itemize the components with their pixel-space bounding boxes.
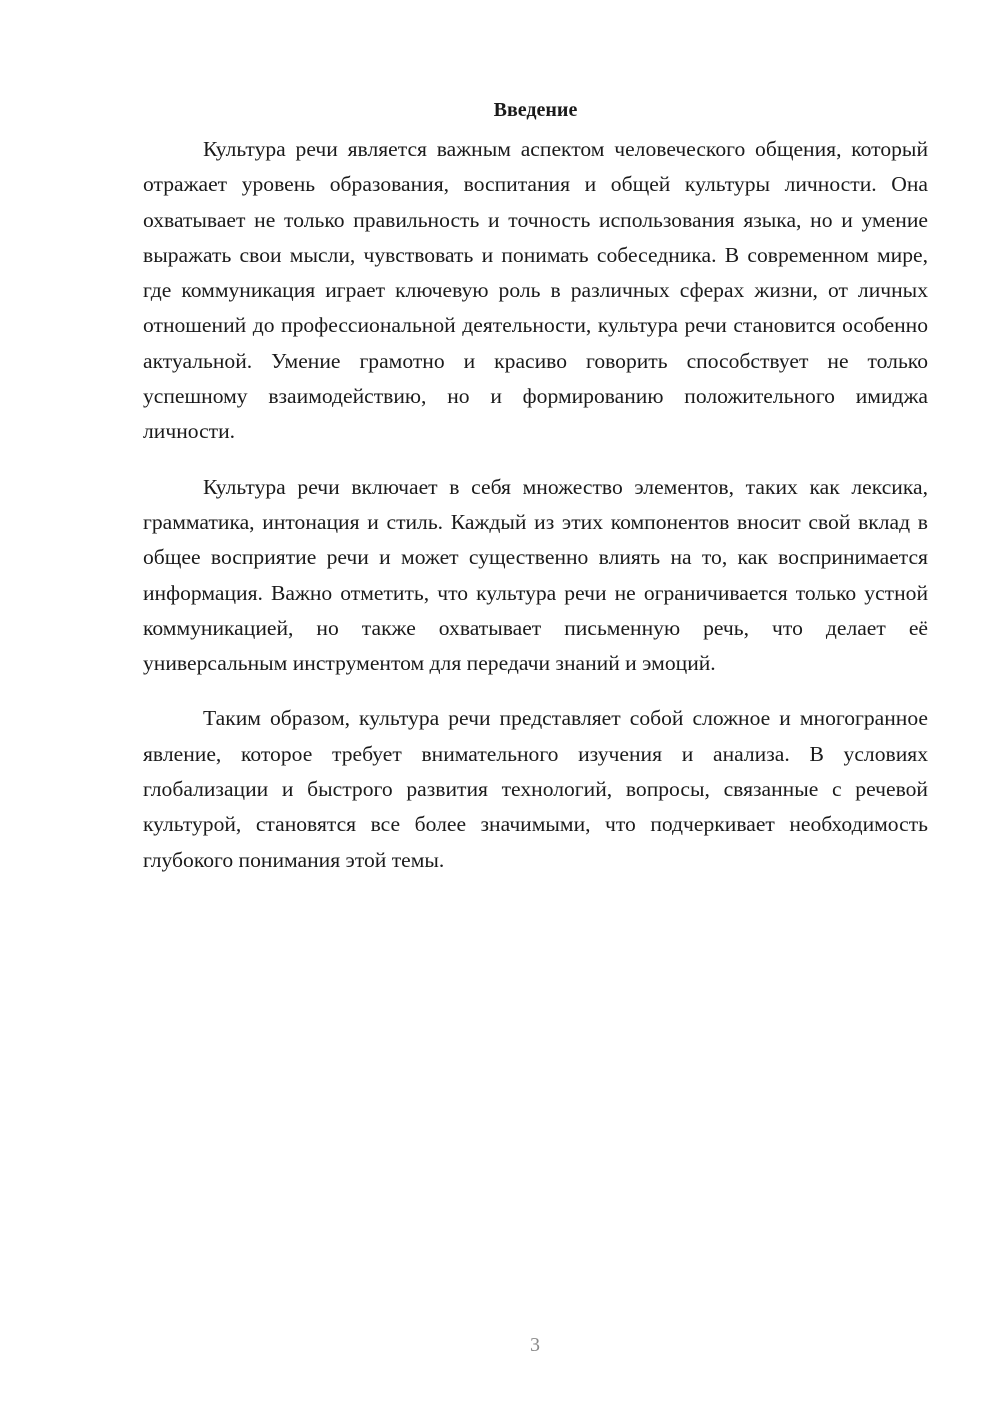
paragraph-1: Культура речи является важным аспектом человеческого общения, который отражает уровень образования, воспитания и общей культуры личности. Она охватывает не только правильность и точность использования языка, но и умение выражать свои мысли, чувствовать и понимать собеседника. В современном мире, где коммуникация играет ключевую роль в различных сферах жизни, от личных отношений до профессиональной деятельности, культура речи становится особенно актуальной. Умение грамотно и красиво говорить способствует не только успешному взаимодействию, но и формированию положительного имиджа личности.: [143, 137, 928, 444]
page-content: [143, 96, 928, 898]
paragraph-2: Культура речи включает в себя множество элементов, таких как лексика, грамматика, интонация и стиль. Каждый из этих компонентов вносит свой вклад в общее восприятие речи и может существенно влиять на то, как воспринимается информация. Важно отметить, что культура речи не ограничивается только устной коммуникацией, но также охватывает письменную речь, что делает её универсальным инструментом для передачи знаний и эмоций.: [143, 474, 928, 676]
page-number: 3: [530, 1334, 540, 1356]
section-heading: Введение: [493, 99, 578, 121]
paragraph-3: Таким образом, культура речи представляет собой сложное и многогранное явление, которое требует внимательного изучения и анализа. В условиях глобализации и быстрого развития технологий, вопросы, связанные с речевой культурой, становятся все более значимыми, что подчеркивает необходимость глубокого понимания этой темы.: [143, 706, 928, 872]
